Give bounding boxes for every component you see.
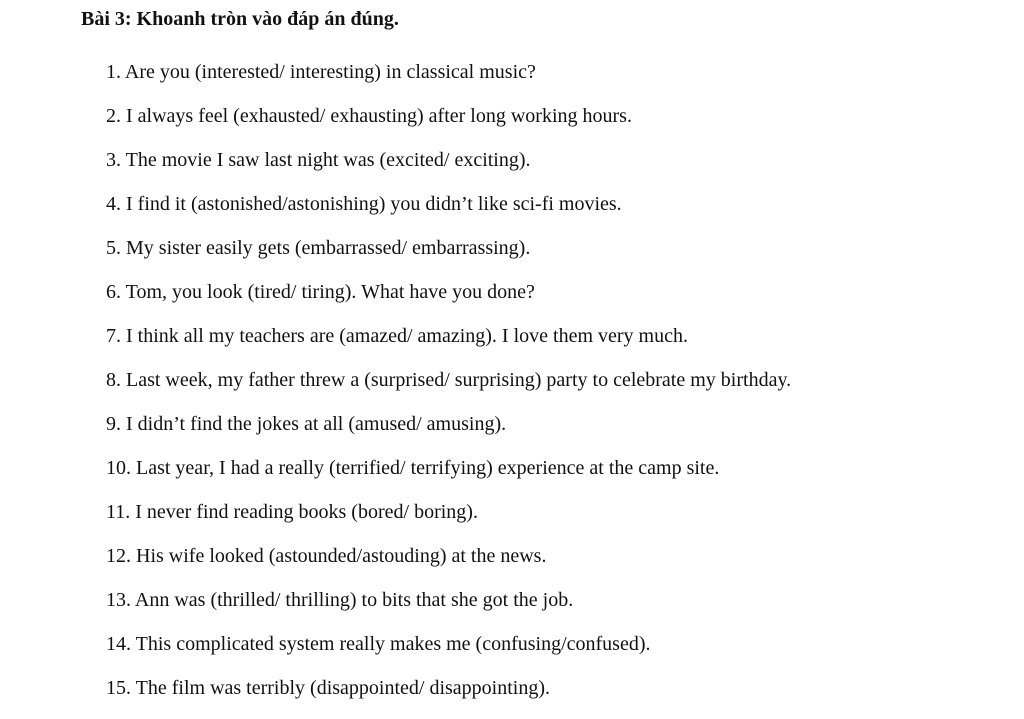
exercise-item	[106, 675, 791, 719]
exercise-item	[106, 235, 791, 279]
exercise-item	[106, 59, 791, 103]
item-text: I always feel (exhausted/ exhausting) after long working hours.	[126, 105, 632, 127]
item-number: 1.	[106, 61, 121, 83]
item-number: 12.	[106, 545, 131, 567]
exercise-item	[106, 455, 791, 499]
item-text: Ann was (thrilled/ thrilling) to bits that she got the job.	[134, 589, 574, 611]
item-text: I didn’t find the jokes at all (amused/ amusing).	[126, 413, 507, 435]
item-number: 4.	[106, 193, 121, 215]
exercise-item	[106, 323, 791, 367]
exercise-item	[106, 191, 791, 235]
item-number: 14.	[106, 633, 131, 655]
item-text: I never find reading books (bored/ boring).	[135, 501, 478, 523]
item-text: I find it (astonished/astonishing) you didn’t like sci-fi movies.	[126, 193, 622, 215]
item-number: 2.	[106, 105, 121, 127]
item-text: Last year, I had a really (terrified/ terrifying) experience at the camp site.	[136, 457, 720, 479]
exercise-item	[106, 411, 791, 455]
exercise-heading: Bài 3: Khoanh tròn vào đáp án đúng.	[81, 8, 399, 30]
item-text: The movie I saw last night was (excited/ exciting).	[125, 149, 531, 171]
item-text: His wife looked (astounded/astouding) at the news.	[136, 545, 547, 567]
item-text: Are you (interested/ interesting) in classical music?	[124, 61, 536, 83]
item-number: 7.	[106, 325, 121, 347]
item-text: I think all my teachers are (amazed/ amazing). I love them very much.	[126, 325, 688, 347]
exercise-item	[106, 279, 791, 323]
item-number: 15.	[106, 677, 131, 699]
item-number: 8.	[106, 369, 121, 391]
item-number: 9.	[106, 413, 121, 435]
item-text: My sister easily gets (embarrassed/ embarrassing).	[126, 237, 531, 259]
item-number: 13.	[106, 589, 131, 611]
item-number: 6.	[106, 281, 121, 303]
item-number: 5.	[106, 237, 121, 259]
item-number: 10.	[106, 457, 131, 479]
item-text: Tom, you look (tired/ tiring). What have you done?	[125, 281, 535, 303]
item-number: 3.	[106, 149, 121, 171]
item-number: 11.	[106, 501, 131, 523]
exercise-item	[106, 587, 791, 631]
exercise-item	[106, 631, 791, 675]
item-text: The film was terribly (disappointed/ disappointing).	[135, 677, 551, 699]
item-text: This complicated system really makes me (confusing/confused).	[135, 633, 651, 655]
item-text: Last week, my father threw a (surprised/ surprising) party to celebrate my birthday.	[126, 369, 792, 391]
exercise-item	[106, 367, 791, 411]
exercise-list	[106, 59, 791, 719]
exercise-item	[106, 103, 791, 147]
exercise-item	[106, 499, 791, 543]
exercise-item	[106, 543, 791, 587]
exercise-item	[106, 147, 791, 191]
